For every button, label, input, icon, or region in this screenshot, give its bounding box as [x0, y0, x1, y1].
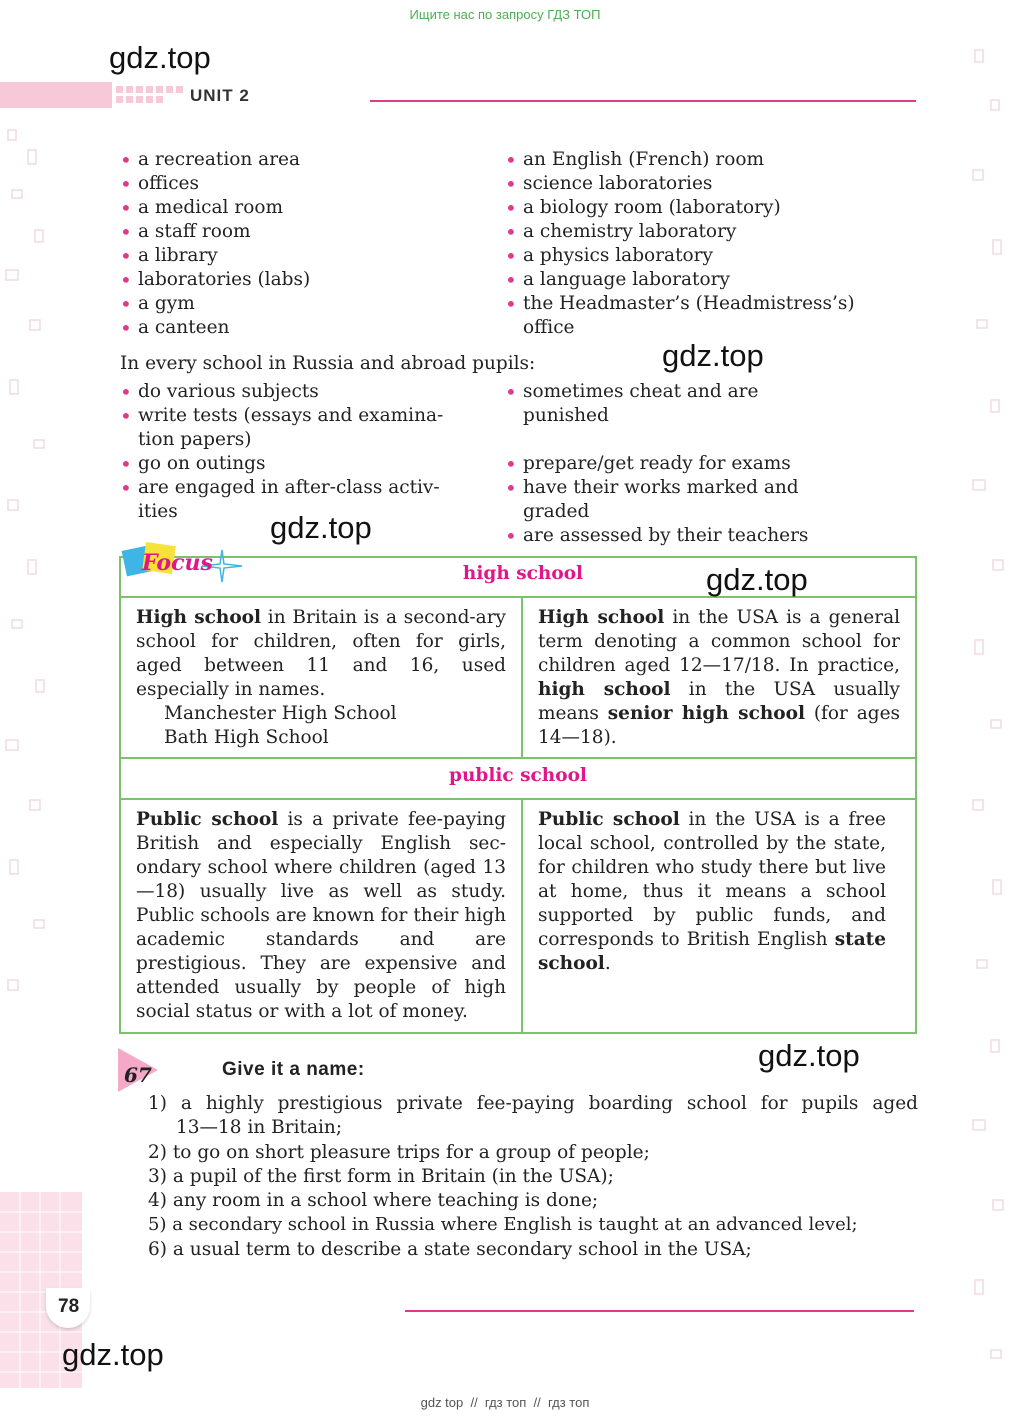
definition: in Britain is a second-ary school for children, often for girls, aged between 11 and 16, used especially in names. [136, 607, 506, 700]
high-school-britain [122, 598, 520, 756]
footer-rule [405, 1310, 914, 1312]
list-item: • go on outings [120, 452, 460, 476]
list-item: • sometimes cheat and are punished [505, 380, 835, 428]
definition: is a private fee-paying British and especially English sec-ondary school where children (aged 13—18) usually live as well as study. Public schools are known for their high academic standards and are prestigious. They are expensive and attended usually by people of high social status or with a lot of money. [136, 809, 506, 1022]
page-number: 78 [58, 1296, 80, 1317]
list-item: 4) any room in a school where teaching is done; [148, 1190, 599, 1212]
list-item: • a biology room (laboratory) [505, 196, 895, 220]
list-item: • the Headmaster’s (Headmistress’s) office [505, 292, 893, 340]
list-item: • an English (French) room [505, 148, 895, 172]
list-item: • a language laboratory [505, 268, 895, 292]
list-item: • offices [120, 172, 490, 196]
term: High school [136, 607, 262, 628]
list-item: • have their works marked and graded [505, 476, 835, 524]
term: high school [538, 679, 671, 700]
list-item: 3) a pupil of the first form in Britain (in the USA); [148, 1165, 614, 1187]
watermark: gdz.top [109, 40, 211, 75]
exercise-number: 67 [124, 1063, 152, 1087]
list-item: • a medical room [120, 196, 490, 220]
definition: in the USA usually means [538, 679, 900, 724]
definition: (for ages 14—18). [538, 703, 901, 748]
pupils-list-right [505, 380, 835, 548]
list-item: • prepare/get ready for exams [505, 452, 835, 476]
list-item: 2) to go on short pleasure trips for a group of people; [148, 1141, 650, 1163]
intro-text: In every school in Russia and abroad pupils: [120, 353, 536, 374]
public-school-britain [122, 800, 520, 1032]
definition: in the USA is a general term denoting a common school for children aged 12—17/18. In practice, [538, 607, 901, 676]
term: Public school [538, 809, 680, 830]
public-school-header: public school [449, 765, 587, 786]
term: High school [538, 607, 665, 628]
header-dots-decoration [116, 86, 188, 104]
list-item: • are assessed by their teachers [505, 524, 835, 548]
list-item: • a gym [120, 292, 490, 316]
list-item: 5) a secondary school in Russia where English is taught at an advanced level; [148, 1214, 858, 1236]
list-item: • a chemistry laboratory [505, 220, 895, 244]
table-divider [521, 596, 523, 758]
list-item: • a library [120, 244, 490, 268]
pupils-list-left [120, 380, 460, 524]
exercise-items [148, 1092, 918, 1262]
focus-logo-text: Focus [142, 550, 213, 576]
exercise-title: Give it a name: [222, 1059, 365, 1080]
definition: . [604, 953, 611, 974]
watermark: gdz.top [662, 338, 764, 373]
example: Manchester High School [164, 703, 397, 724]
list-item: 1) a highly prestigious private fee-paying boarding school for pupils aged [148, 1093, 918, 1114]
high-school-header: high school [462, 563, 584, 584]
definition: in the USA is a free local school, controlled by the state, for children who study there but live at home, thus it means a school supported by public funds, and corresponds to British English [538, 809, 886, 950]
list-item: 13—18 in Britain; [176, 1117, 343, 1139]
top-note: Ищите нас по запросу ГДЗ ТОП [409, 7, 601, 22]
list-item: • laboratories (labs) [120, 268, 490, 292]
term: Public school [136, 809, 279, 830]
watermark: gdz.top [706, 562, 808, 597]
table-divider [521, 798, 523, 1034]
footer-text: gdz top // гдз топ // гдз топ [420, 1395, 590, 1410]
list-item: • do various subjects [120, 380, 460, 404]
rooms-list-right [505, 148, 895, 340]
left-margin-decoration [0, 120, 60, 1040]
term: state school [538, 929, 886, 974]
list-item: • science laboratories [505, 172, 895, 196]
watermark: gdz.top [62, 1337, 164, 1372]
right-margin-decoration [965, 40, 1010, 1390]
public-school-usa [524, 800, 900, 1032]
high-school-usa [524, 598, 914, 756]
list-item: • a recreation area [120, 148, 490, 172]
list-item: • a canteen [120, 316, 490, 340]
header-rule [370, 100, 916, 102]
list-item: • are engaged in after-class activ-ities [120, 476, 460, 524]
term: senior high school [607, 703, 805, 724]
table-divider [119, 757, 917, 759]
watermark: gdz.top [758, 1038, 860, 1073]
focus-logo [122, 542, 242, 586]
list-item: • a physics laboratory [505, 244, 895, 268]
example: Bath High School [164, 727, 329, 748]
list-item: • write tests (essays and examina-tion papers) [120, 404, 460, 452]
watermark: gdz.top [270, 510, 372, 545]
unit-label: UNIT 2 [190, 86, 250, 105]
rooms-list-left [120, 148, 490, 340]
header-pink-band [0, 82, 112, 108]
list-item: • a staff room [120, 220, 490, 244]
list-item: 6) a usual term to describe a state secondary school in the USA; [148, 1238, 752, 1260]
